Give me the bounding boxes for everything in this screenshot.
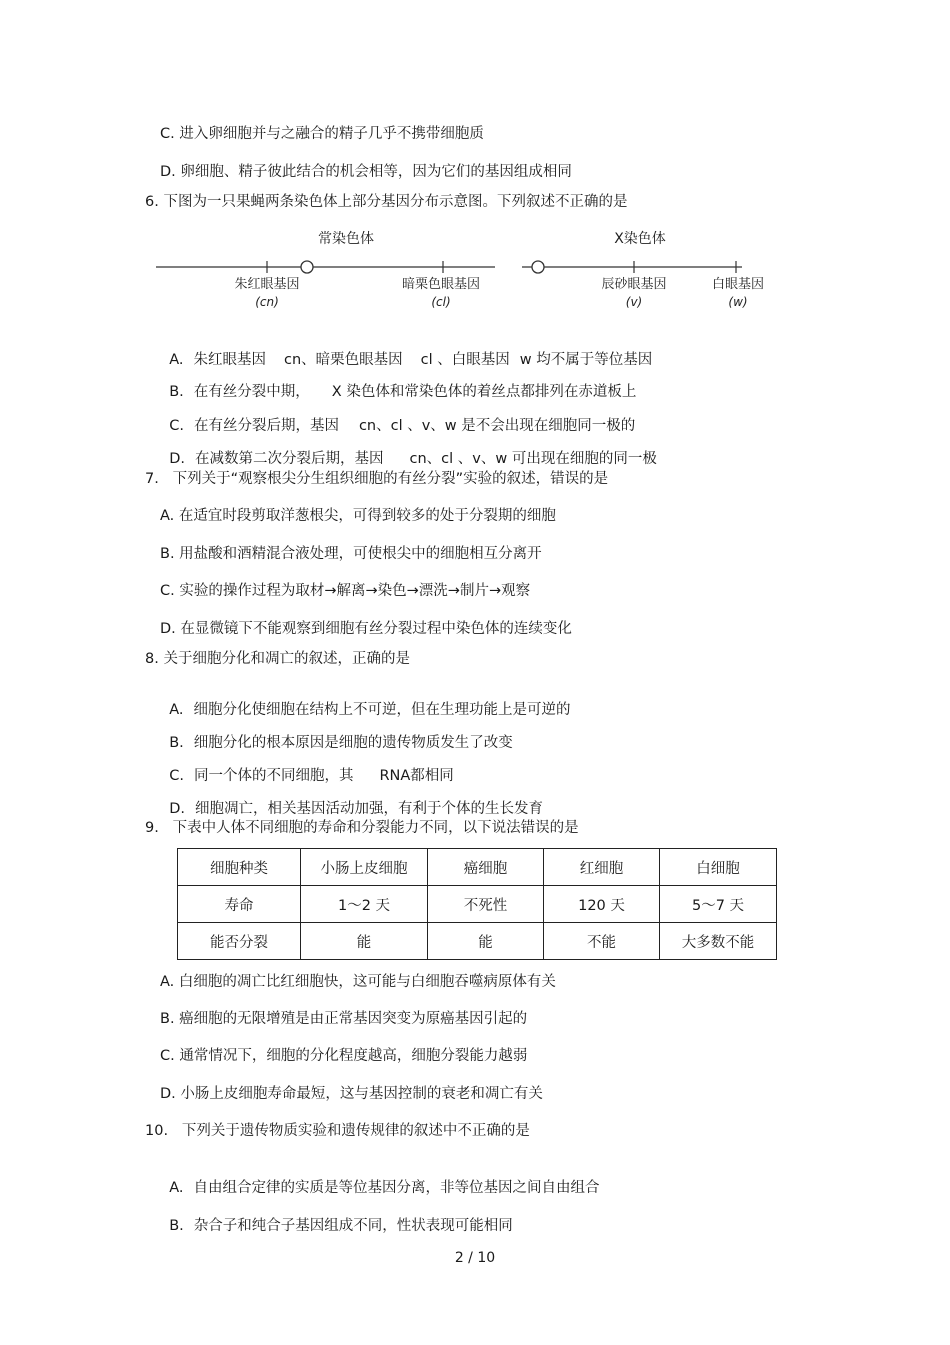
cell-lifespan-table [177, 848, 777, 960]
q8-stem: 8. 关于细胞分化和凋亡的叙述，正确的是 [145, 651, 410, 667]
option-label: D. [169, 451, 185, 467]
option-label: A. [169, 1180, 184, 1196]
table-cell: 120 天 [544, 886, 660, 923]
q7-option-c: C. 实验的操作过程为取材→解离→染色→漂洗→制片→观察 [160, 583, 531, 599]
option-label: C. [169, 768, 184, 784]
page-number: 2 / 10 [454, 1250, 496, 1266]
q5-option-d: D. 卵细胞、精子彼此结合的机会相等，因为它们的基因组成相同 [160, 164, 572, 180]
chromosome-diagram [150, 224, 780, 316]
option-text: X 染色体和常染色体的着丝点都排列在赤道板上 [331, 384, 637, 400]
q7-stem: 7. 下列关于“观察根尖分生组织细胞的有丝分裂”实验的叙述，错误的是 [145, 471, 609, 487]
table-cell: 白细胞 [660, 849, 777, 886]
option-text: 在有丝分裂后期，基因 [193, 418, 339, 434]
option-label: B. [169, 1218, 184, 1234]
option-text: cn、cl 、v、w 可出现在细胞的同一极 [409, 451, 657, 467]
option-text: 自由组合定律的实质是等位基因分离，非等位基因之间自由组合 [193, 1180, 600, 1196]
gene-cn-symbol: (cn) [255, 295, 279, 309]
option-label: C. [169, 418, 184, 434]
q9-stem: 9. 下表中人体不同细胞的寿命和分裂能力不同，以下说法错误的是 [145, 820, 579, 836]
option-label: A. [169, 702, 184, 718]
table-row [178, 886, 777, 923]
gene-cl-symbol: (cl) [431, 295, 451, 309]
option-text: 朱红眼基因 [193, 352, 266, 368]
autosome-title: 常染色体 [318, 231, 374, 247]
q9-option-a: A. 白细胞的凋亡比红细胞快，这可能与白细胞吞噬病原体有关 [160, 974, 556, 990]
x-centromere [532, 261, 544, 273]
q8-option-d [160, 779, 543, 819]
option-text: cl 、白眼基因 [420, 352, 510, 368]
table-row [178, 849, 777, 886]
option-label: B. [169, 735, 184, 751]
gene-w-name: 白眼基因 [711, 277, 765, 292]
table-cell: 能否分裂 [178, 923, 301, 960]
table-cell: 小肠上皮细胞 [301, 849, 428, 886]
table-cell: 能 [428, 923, 544, 960]
q9-option-c: C. 通常情况下，细胞的分化程度越高，细胞分裂能力越弱 [160, 1048, 528, 1064]
option-label: D. [169, 801, 185, 817]
option-label: A. [169, 352, 184, 368]
q7-option-a: A. 在适宜时段剪取洋葱根尖，可得到较多的处于分裂期的细胞 [160, 508, 556, 524]
option-text: 细胞分化的根本原因是细胞的遗传物质发生了改变 [193, 735, 513, 751]
table-cell: 红细胞 [544, 849, 660, 886]
gene-v-symbol: (v) [625, 295, 643, 309]
option-text: 细胞凋亡，相关基因活动加强，有利于个体的生长发育 [195, 801, 543, 817]
option-text: 在减数第二次分裂后期，基因 [195, 451, 384, 467]
table-cell: 不能 [544, 923, 660, 960]
q10-option-b [160, 1196, 513, 1236]
q10-option-a [160, 1158, 600, 1198]
option-text: 同一个体的不同细胞，其 [193, 768, 354, 784]
table-cell: 1～2 天 [301, 886, 428, 923]
q9-option-d: D. 小肠上皮细胞寿命最短，这与基因控制的衰老和凋亡有关 [160, 1086, 543, 1102]
table-cell: 不死性 [428, 886, 544, 923]
gene-cl-name: 暗栗色眼基因 [401, 277, 481, 292]
option-text: cn、暗栗色眼基因 [284, 352, 403, 368]
table-row [178, 923, 777, 960]
option-text: 在有丝分裂中期， [193, 384, 310, 400]
option-text: 细胞分化使细胞在结构上不可逆，但在生理功能上是可逆的 [193, 702, 571, 718]
q6-stem: 6. 下图为一只果蝇两条染色体上部分基因分布示意图。下列叙述不正确的是 [145, 194, 628, 210]
q9-option-b: B. 癌细胞的无限增殖是由正常基因突变为原癌基因引起的 [160, 1011, 528, 1027]
option-text: w 均不属于等位基因 [519, 352, 653, 368]
table-cell: 能 [301, 923, 428, 960]
table-cell: 大多数不能 [660, 923, 777, 960]
gene-w-symbol: (w) [728, 295, 748, 309]
q5-option-c: C. 进入卵细胞并与之融合的精子几乎不携带细胞质 [160, 126, 484, 142]
option-text: 杂合子和纯合子基因组成不同，性状表现可能相同 [193, 1218, 513, 1234]
table-cell: 寿命 [178, 886, 301, 923]
gene-v-name: 辰砂眼基因 [601, 277, 667, 292]
option-text: RNA都相同 [379, 768, 454, 784]
q7-option-b: B. 用盐酸和酒精混合液处理，可使根尖中的细胞相互分离开 [160, 546, 542, 562]
q10-stem: 10. 下列关于遗传物质实验和遗传规律的叙述中不正确的是 [145, 1123, 530, 1139]
q6-option-d [160, 429, 657, 469]
q7-option-d: D. 在显微镜下不能观察到细胞有丝分裂过程中染色体的连续变化 [160, 621, 572, 637]
x-chromosome-title: X染色体 [614, 231, 666, 247]
table-cell: 5～7 天 [660, 886, 777, 923]
autosome-centromere [301, 261, 313, 273]
gene-cn-name: 朱红眼基因 [234, 277, 300, 292]
table-cell: 细胞种类 [178, 849, 301, 886]
option-label: B. [169, 384, 184, 400]
table-cell: 癌细胞 [428, 849, 544, 886]
option-text: cn、cl 、v、w 是不会出现在细胞同一极的 [358, 418, 636, 434]
